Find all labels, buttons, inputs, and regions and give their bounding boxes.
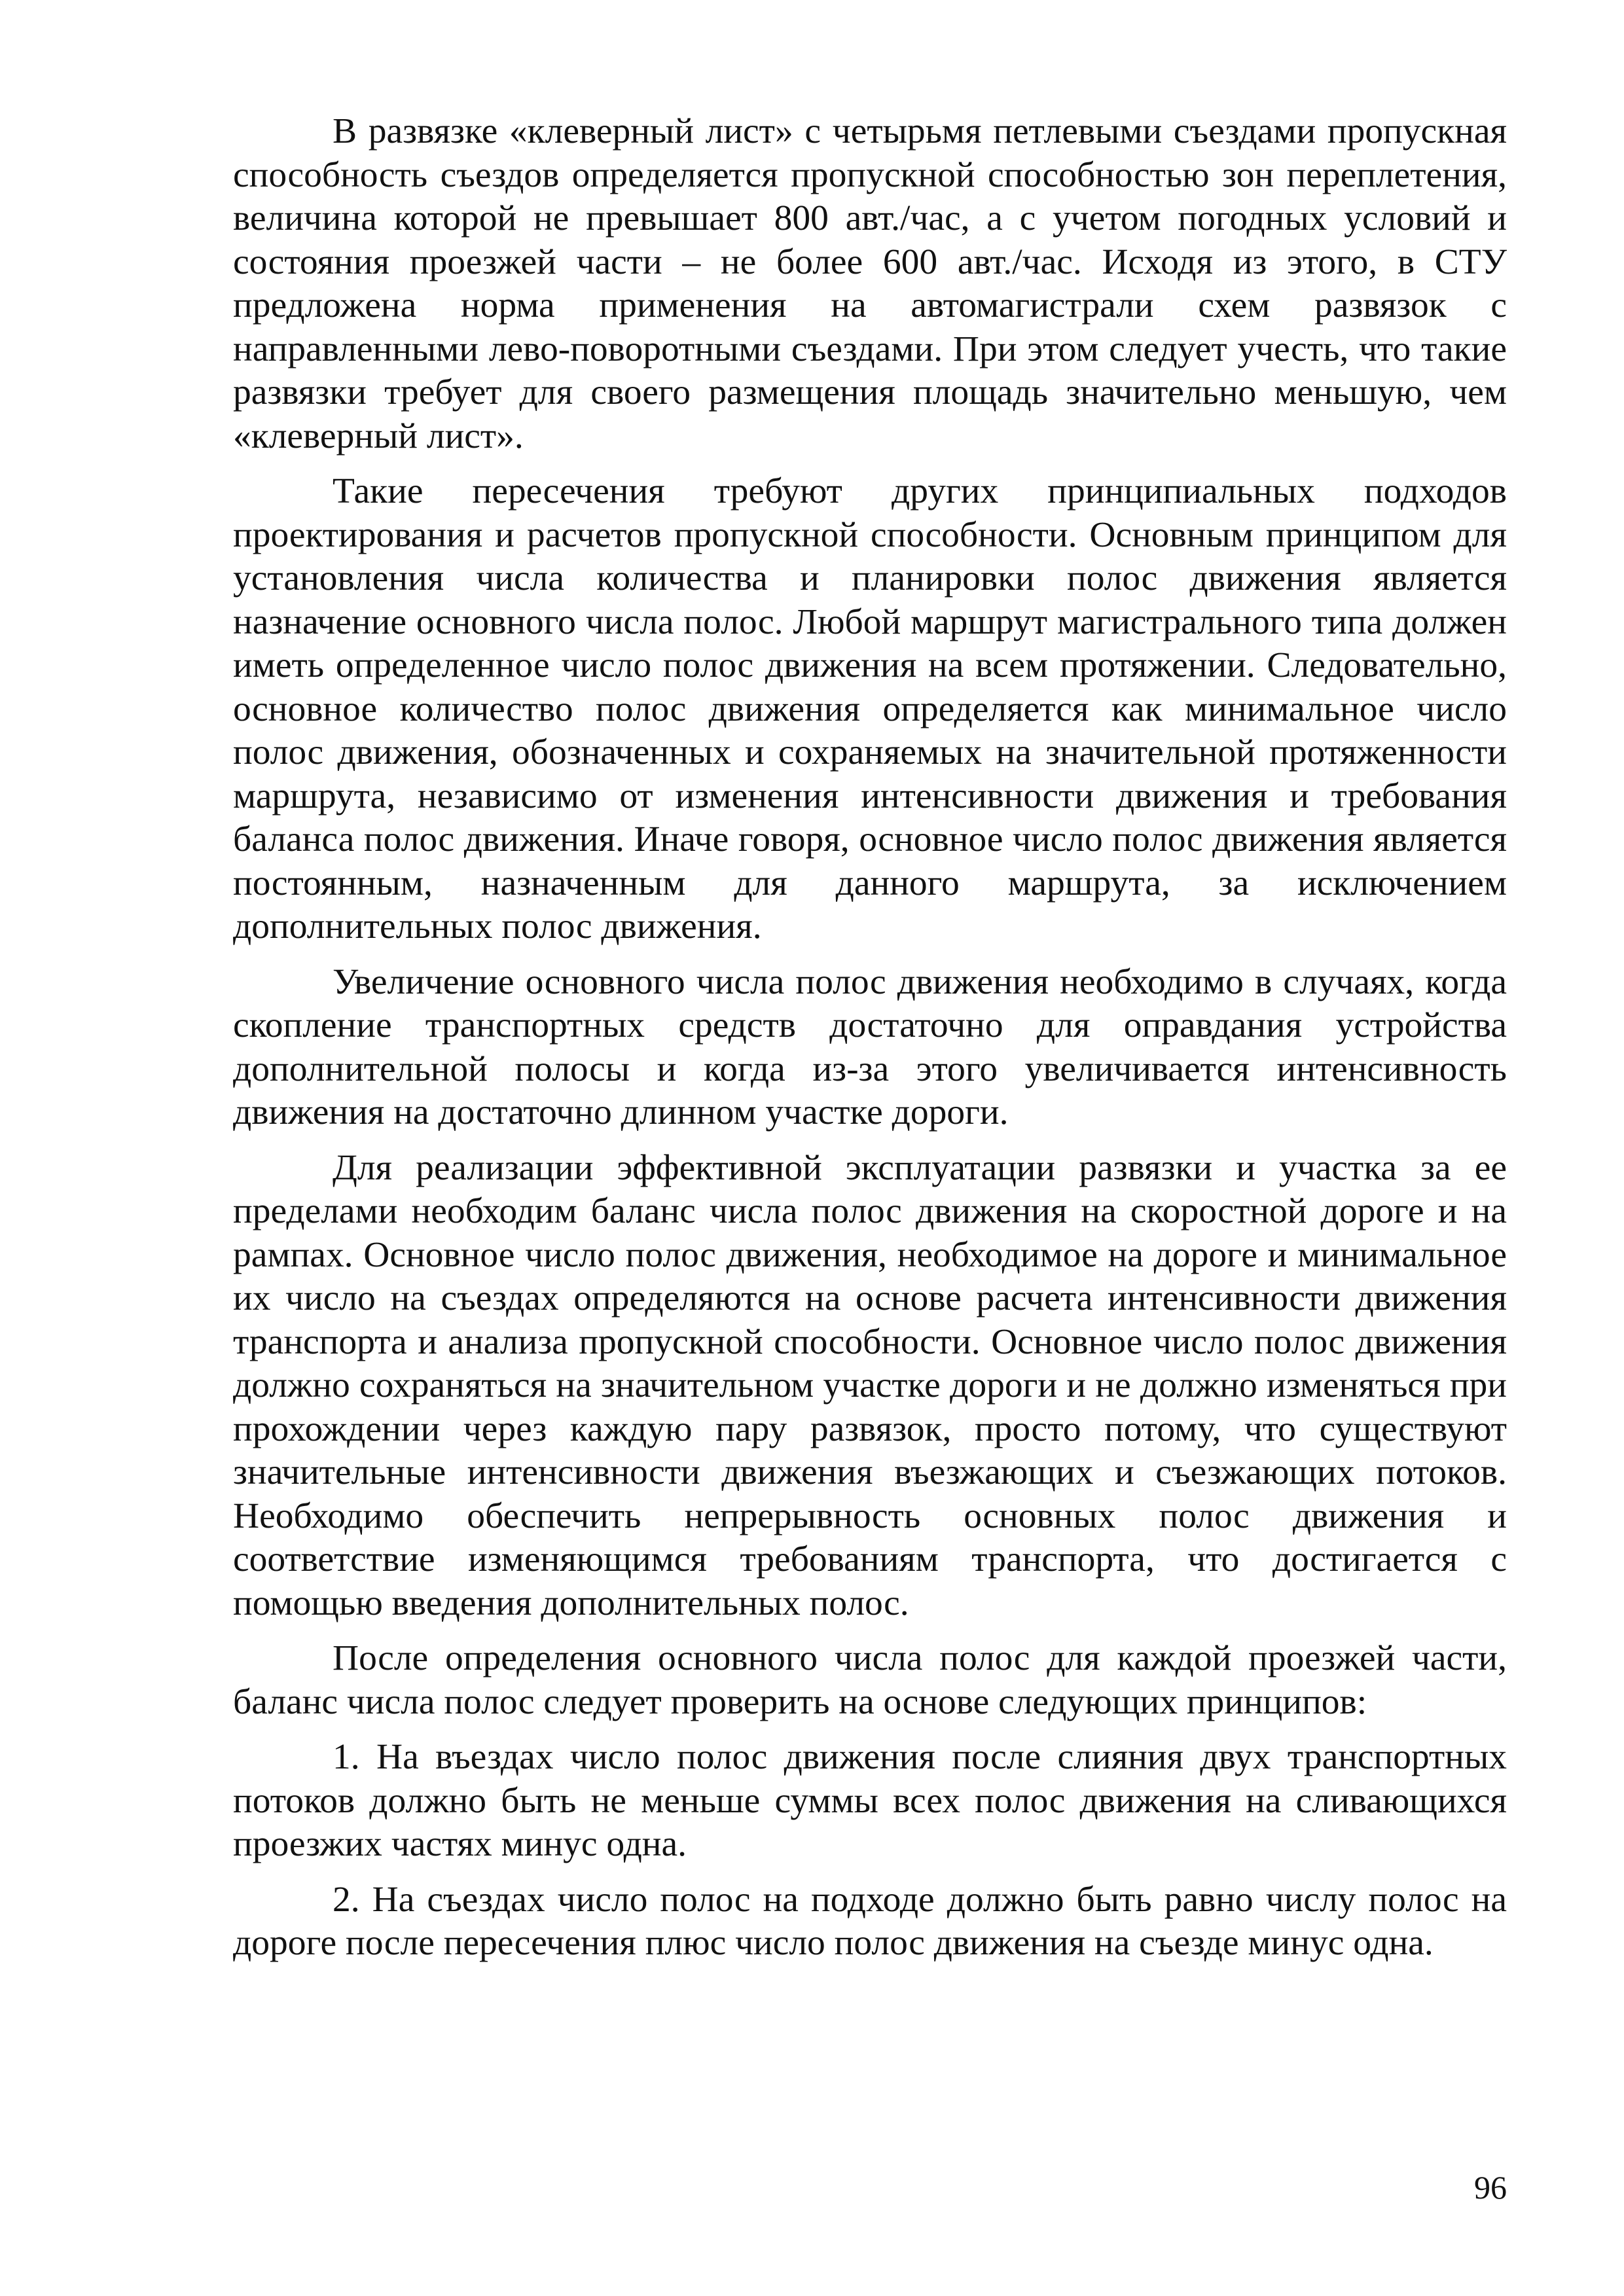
paragraph-basic-lanes: Такие пересечения требуют других принципиальных подходов проектирования и расчетов пропускной способности. Основным принципом для установления числа количества и планировки полос движения является назначение основного числа полос. Любой маршрут магистрального типа должен иметь определенное число полос движения на всем протяжении. Следовательно, основное количество полос движения определяется как минимальное число полос движения, обозначенных и сохраняемых на значительной протяженности маршрута, независимо от изменения интенсивности движения и требования баланса полос движения. Иначе говоря, основное число полос движения является постоянным, назначенным для данного маршрута, за исключением дополнительных полос движения. xyxy=(233,471,1507,946)
paragraph-lane-increase: Увеличение основного числа полос движения необходимо в случаях, когда скопление транспортных средств достаточно для оправдания устройства дополнительной полосы и когда из-за этого увеличивается интенсивность движения на достаточно длинном участке дороги. xyxy=(233,961,1507,1132)
paragraph-lane-balance: Для реализации эффективной эксплуатации развязки и участка за ее пределами необходим баланс числа полос движения на скоростной дороге и на рампах. Основное число полос движения, необходимое на дороге и минимальное их число на съездах определяются на основе расчета интенсивности движения транспорта и анализа пропускной способности. Основное число полос движения должно сохраняться на значительном участке дороги и не должно изменяться при прохождении через каждую пару развязок, просто потому, что существуют значительные интенсивности движения въезжающих и съезжающих потоков. Необходимо обеспечить непрерывность основных полос движения и соответствие изменяющимся требованиям транспорта, что достигается с помощью введения дополнительных полос. xyxy=(233,1147,1507,1623)
paragraph-cloverleaf-capacity: В развязке «клеверный лист» с четырьмя петлевыми съездами пропускная способность съездов определяется пропускной способностью зон переплетения, величина которой не превышает 800 авт./час, а с учетом погодных условий и состояния проезжей части – не более 600 авт./час. Исходя из этого, в СТУ предложена норма применения на автомагистрали схем развязок с направленными лево-поворотными съездами. При этом следует учесть, что такие развязки требует для своего размещения площадь значительно меньшую, чем «клеверный лист». xyxy=(233,111,1507,456)
paragraph-rule-exits: 2. На съездах число полос на подходе должно быть равно числу полос на дороге после пересечения плюс число полос движения на съезде минус одна. xyxy=(233,1879,1507,1963)
paragraph-balance-check: После определения основного числа полос для каждой проезжей части, баланс числа полос следует проверить на основе следующих принципов: xyxy=(233,1638,1507,1722)
page-number: 96 xyxy=(1474,2169,1507,2206)
body-text xyxy=(233,110,1507,1977)
paragraph-rule-entrances: 1. На въездах число полос движения после слияния двух транспортных потоков должно быть не меньше суммы всех полос движения на сливающихся проезжих частях минус одна. xyxy=(233,1737,1507,1864)
